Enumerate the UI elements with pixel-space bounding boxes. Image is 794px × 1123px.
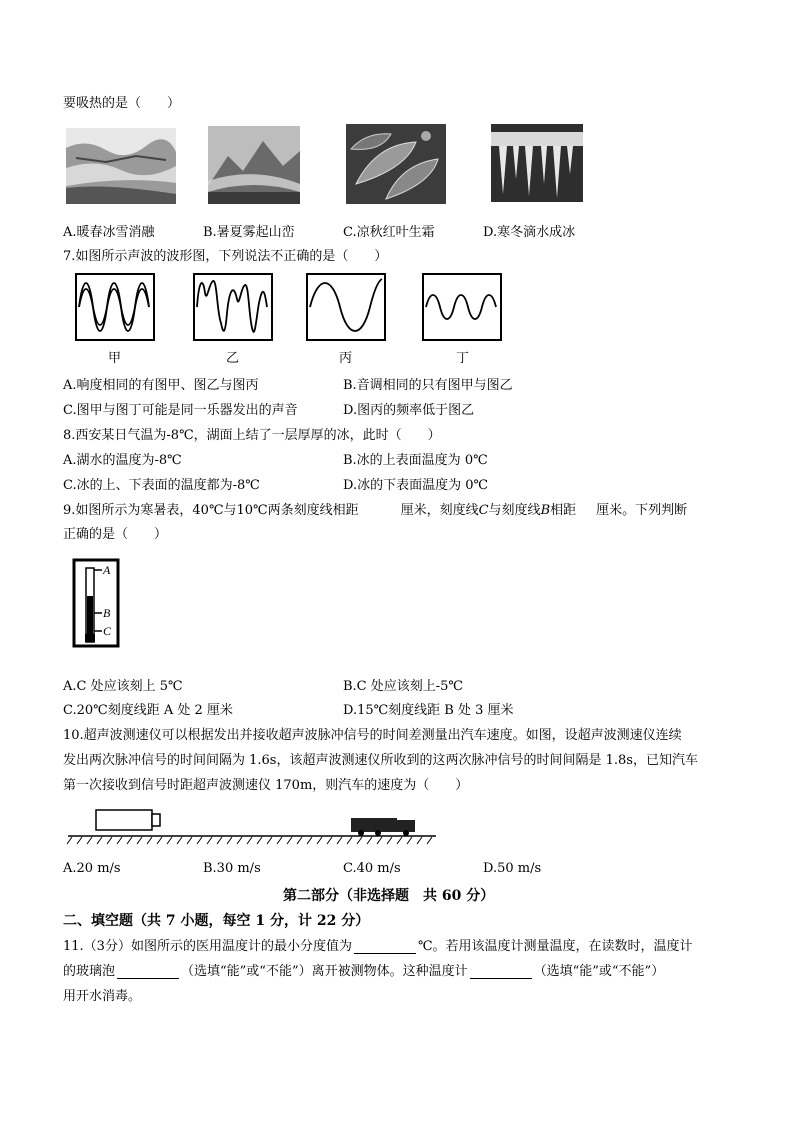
q9-letter-c: C	[478, 503, 489, 518]
thermo-label-b: B	[103, 606, 111, 620]
q9-stem-part5: 厘米。下列判断	[596, 503, 688, 518]
waveform-jia	[75, 273, 155, 341]
wave-label-bing: 丙	[339, 351, 353, 366]
waveform-yi	[193, 273, 273, 341]
q10-stem-line1: 10.超声波测速仪可以根据发出并接收超声波脉冲信号的时间差测量出汽车速度。如图，设超声波测速仪连续	[63, 728, 682, 743]
q9-stem-part2: 厘米，刻度线	[400, 503, 479, 518]
photo-frosted-leaves	[346, 124, 446, 204]
q11-seg1: 11.（3分）如图所示的医用温度计的最小分度值为	[63, 939, 352, 954]
q8-option-a: A.湖水的温度为-8℃	[63, 453, 182, 468]
wave-label-jia: 甲	[108, 351, 122, 366]
section-fill-in: 二、填空题（共 7 小题，每空 1 分，计 22 分）	[63, 913, 370, 929]
thermo-label-c: C	[103, 624, 112, 638]
q9-option-b: B.C 处应该刻上-5℃	[343, 679, 463, 694]
q6-option-d: D.寒冬滴水成冰	[483, 225, 576, 240]
q11-line1	[63, 935, 693, 954]
q7-option-c: C.图甲与图丁可能是同一乐器发出的声音	[63, 403, 298, 418]
q10-stem-line2: 发出两次脉冲信号的时间间隔为 1.6s，该超声波测速仪所收到的这两次脉冲信号的时间间隔是 1.8s，已知汽车	[63, 753, 698, 768]
q7-option-a: A.响度相同的有图甲、图乙与图丙	[63, 378, 259, 393]
q10-option-d: D.50 m/s	[483, 861, 542, 876]
q9-stem-line2: 正确的是（ ）	[63, 527, 168, 542]
q9-option-d: D.15℃刻度线距 B 处 3 厘米	[343, 703, 514, 718]
q9-letter-b: B	[540, 503, 551, 518]
q9-stem-part1: 9.如图所示为寒暑表，40℃与10℃两条刻度线相距	[63, 503, 359, 518]
q8-stem: 8.西安某日气温为-8℃，湖面上结了一层厚厚的冰，此时（ ）	[63, 428, 441, 443]
q10-option-a: A.20 m/s	[63, 861, 121, 876]
q8-option-b: B.冰的上表面温度为 0℃	[343, 453, 488, 468]
speed-detector-diagram	[66, 806, 438, 846]
q9-stem-part3: 与刻度线	[488, 503, 541, 518]
q11-blank-1	[354, 941, 416, 954]
q11-line2	[63, 960, 664, 979]
photo-icicles	[491, 124, 583, 202]
thermo-label-a: A	[103, 563, 111, 577]
q8-option-c: C.冰的上、下表面的温度都为-8℃	[63, 478, 260, 493]
q11-line3: 用开水消毒。	[63, 989, 142, 1004]
photo-misty-mountains	[208, 126, 300, 204]
q11-seg4: （选填“能”或“不能”）离开被测物体。这种温度计	[181, 964, 468, 979]
part2-title: 第二部分（非选择题 共 60 分）	[283, 888, 495, 904]
q9-stem-line1	[63, 499, 687, 518]
q6-stem-tail: 要吸热的是（ ）	[63, 96, 181, 111]
q7-option-b: B.音调相同的只有图甲与图乙	[343, 378, 513, 393]
waveform-bing	[306, 273, 386, 341]
photo-melting-snow	[66, 128, 176, 204]
q7-option-d: D.图丙的频率低于图乙	[343, 403, 475, 418]
q6-option-b: B.暑夏雾起山峦	[203, 225, 295, 240]
q11-seg2: ℃。若用该温度计测量温度，在读数时，温度计	[417, 939, 693, 954]
q10-option-b: B.30 m/s	[203, 861, 261, 876]
q9-option-a: A.C 处应该刻上 5℃	[63, 679, 183, 694]
q11-blank-3	[470, 966, 532, 979]
q6-option-a: A.暖春冰雪消融	[63, 225, 155, 240]
q9-stem-part4: 相距	[550, 503, 577, 518]
q11-blank-2	[117, 966, 179, 979]
q8-option-d: D.冰的下表面温度为 0℃	[343, 478, 489, 493]
waveform-ding	[422, 273, 502, 341]
q11-seg5: （选填“能”或“不能”）	[533, 964, 665, 979]
q10-option-c: C.40 m/s	[343, 861, 401, 876]
q11-seg3: 的玻璃泡	[63, 964, 116, 979]
wave-label-yi: 乙	[226, 351, 240, 366]
q6-option-c: C.凉秋红叶生霜	[343, 225, 435, 240]
thermometer-diagram	[72, 558, 124, 650]
q9-option-c: C.20℃刻度线距 A 处 2 厘米	[63, 703, 233, 718]
q10-stem-line3: 第一次接收到信号时距超声波测速仪 170m，则汽车的速度为（ ）	[63, 778, 469, 793]
q7-stem: 7.如图所示声波的波形图，下列说法不正确的是（ ）	[63, 249, 388, 264]
wave-label-ding: 丁	[456, 351, 470, 366]
